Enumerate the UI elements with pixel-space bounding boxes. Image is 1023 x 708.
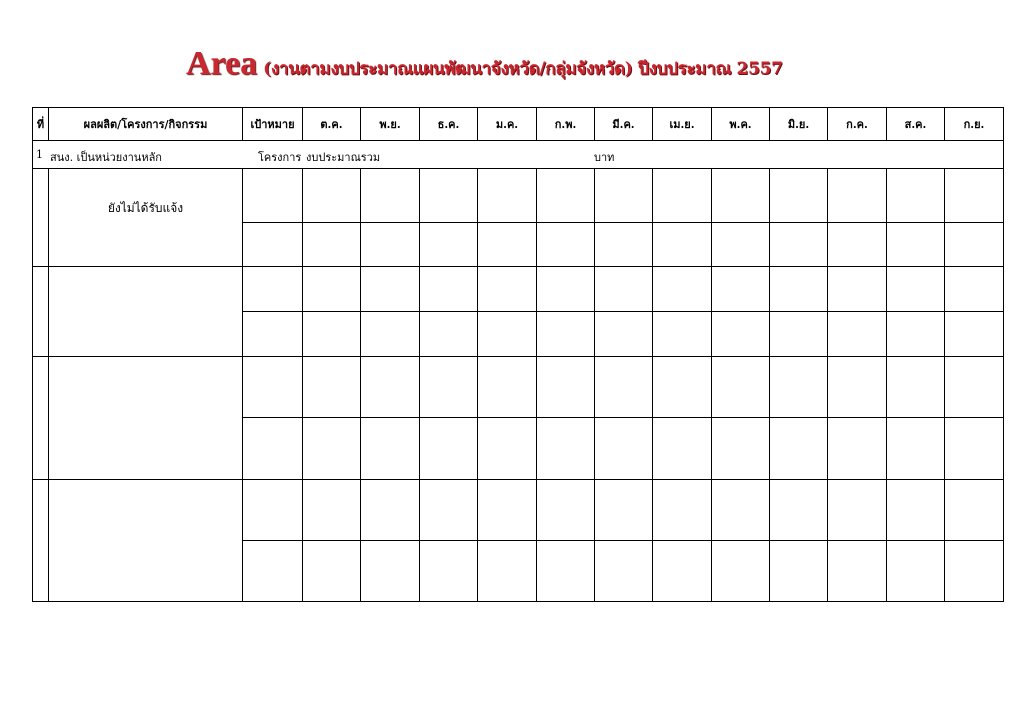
month-cell	[770, 357, 828, 418]
month-cell	[478, 541, 537, 602]
month-cell	[945, 169, 1004, 223]
month-cell	[595, 223, 653, 267]
month-cell	[420, 223, 478, 267]
month-cell	[828, 267, 887, 312]
month-cell	[945, 357, 1004, 418]
month-cell	[537, 267, 595, 312]
month-cell	[243, 267, 303, 312]
header-month-may: พ.ค.	[712, 108, 770, 141]
month-cell	[420, 541, 478, 602]
month-cell	[537, 223, 595, 267]
header-month-apr: เม.ย.	[653, 108, 712, 141]
month-cell	[361, 541, 420, 602]
month-cell	[828, 223, 887, 267]
month-cell	[478, 480, 537, 541]
product-cell	[49, 480, 243, 602]
month-cell	[653, 357, 712, 418]
table-row	[33, 480, 1004, 541]
month-cell	[595, 357, 653, 418]
month-cell	[887, 169, 945, 223]
month-cell	[303, 357, 361, 418]
info-number: 1	[36, 148, 43, 161]
month-cell	[945, 312, 1004, 357]
month-cell	[945, 480, 1004, 541]
month-cell	[828, 541, 887, 602]
month-cell	[361, 418, 420, 480]
row-number-cell	[33, 169, 49, 267]
month-cell	[770, 169, 828, 223]
month-cell	[243, 418, 303, 480]
month-cell	[595, 541, 653, 602]
month-cell	[712, 267, 770, 312]
page-title	[0, 44, 1023, 84]
month-cell	[303, 418, 361, 480]
month-cell	[712, 418, 770, 480]
month-cell	[243, 223, 303, 267]
month-cell	[361, 223, 420, 267]
info-unit: สนง. เป็นหน่วยงานหลัก	[50, 151, 162, 164]
table-row	[33, 357, 1004, 418]
month-cell	[420, 480, 478, 541]
product-cell	[49, 357, 243, 480]
month-cell	[887, 267, 945, 312]
month-cell	[420, 418, 478, 480]
month-cell	[595, 169, 653, 223]
month-cell	[828, 480, 887, 541]
month-cell	[712, 169, 770, 223]
row-number-cell	[33, 357, 49, 480]
header-no: ที่	[33, 108, 49, 141]
month-cell	[537, 418, 595, 480]
month-cell	[712, 480, 770, 541]
month-cell	[243, 357, 303, 418]
month-cell	[770, 267, 828, 312]
header-row	[33, 108, 1004, 141]
month-cell	[478, 357, 537, 418]
product-note: ยังไม่ได้รับแจ้ง	[107, 201, 184, 215]
month-cell	[945, 541, 1004, 602]
month-cell	[303, 169, 361, 223]
header-month-nov: พ.ย.	[361, 108, 420, 141]
month-cell	[887, 480, 945, 541]
product-cell	[49, 169, 243, 267]
month-cell	[243, 541, 303, 602]
month-cell	[712, 312, 770, 357]
month-cell	[770, 223, 828, 267]
info-row	[33, 141, 1004, 169]
header-month-mar: มี.ค.	[595, 108, 653, 141]
month-cell	[887, 541, 945, 602]
month-cell	[478, 418, 537, 480]
row-number-cell	[33, 267, 49, 357]
month-cell	[420, 357, 478, 418]
table-row	[33, 169, 1004, 223]
header-month-oct: ต.ค.	[303, 108, 361, 141]
info-cell	[33, 141, 1004, 169]
month-cell	[653, 169, 712, 223]
header-month-aug: ส.ค.	[887, 108, 945, 141]
month-cell	[595, 418, 653, 480]
header-month-jan: ม.ค.	[478, 108, 537, 141]
month-cell	[653, 312, 712, 357]
month-cell	[478, 267, 537, 312]
info-budget-label: งบประมาณรวม	[306, 151, 381, 164]
month-cell	[303, 312, 361, 357]
month-cell	[770, 541, 828, 602]
month-cell	[478, 169, 537, 223]
month-cell	[537, 312, 595, 357]
title-subtitle: (งานตามงบประมาณแผนพัฒนาจังหวัด/กลุ่มจังหวัด) ปีงบประมาณ 2557	[263, 59, 783, 79]
header-target: เป้าหมาย	[243, 108, 303, 141]
month-cell	[361, 267, 420, 312]
month-cell	[887, 312, 945, 357]
header-month-dec: ธ.ค.	[420, 108, 478, 141]
month-cell	[712, 223, 770, 267]
month-cell	[828, 418, 887, 480]
month-cell	[712, 357, 770, 418]
month-cell	[243, 312, 303, 357]
month-cell	[361, 169, 420, 223]
month-cell	[653, 418, 712, 480]
month-cell	[887, 357, 945, 418]
month-cell	[303, 267, 361, 312]
month-cell	[887, 223, 945, 267]
month-cell	[653, 223, 712, 267]
month-cell	[828, 312, 887, 357]
header-month-jun: มิ.ย.	[770, 108, 828, 141]
month-cell	[595, 480, 653, 541]
month-cell	[303, 223, 361, 267]
month-cell	[712, 541, 770, 602]
month-cell	[361, 480, 420, 541]
month-cell	[420, 169, 478, 223]
header-product: ผลผลิต/โครงการ/กิจกรรม	[49, 108, 243, 141]
month-cell	[537, 480, 595, 541]
month-cell	[770, 418, 828, 480]
row-number-cell	[33, 480, 49, 602]
month-cell	[361, 357, 420, 418]
month-cell	[887, 418, 945, 480]
title-area: Area	[186, 45, 258, 82]
header-month-sep: ก.ย.	[945, 108, 1004, 141]
month-cell	[653, 480, 712, 541]
month-cell	[595, 267, 653, 312]
product-cell	[49, 267, 243, 357]
month-cell	[537, 169, 595, 223]
month-cell	[478, 312, 537, 357]
month-cell	[653, 541, 712, 602]
info-project-label: โครงการ	[258, 151, 302, 164]
month-cell	[595, 312, 653, 357]
month-cell	[945, 267, 1004, 312]
month-cell	[243, 169, 303, 223]
month-cell	[945, 418, 1004, 480]
header-month-feb: ก.พ.	[537, 108, 595, 141]
month-cell	[828, 169, 887, 223]
month-cell	[653, 267, 712, 312]
plan-table	[32, 107, 1004, 602]
table-row	[33, 267, 1004, 312]
month-cell	[420, 312, 478, 357]
info-currency-label: บาท	[594, 151, 615, 164]
month-cell	[537, 541, 595, 602]
month-cell	[828, 357, 887, 418]
month-cell	[303, 541, 361, 602]
month-cell	[478, 223, 537, 267]
header-month-jul: ก.ค.	[828, 108, 887, 141]
month-cell	[770, 480, 828, 541]
month-cell	[243, 480, 303, 541]
month-cell	[537, 357, 595, 418]
month-cell	[420, 267, 478, 312]
month-cell	[303, 480, 361, 541]
month-cell	[361, 312, 420, 357]
month-cell	[770, 312, 828, 357]
month-cell	[945, 223, 1004, 267]
